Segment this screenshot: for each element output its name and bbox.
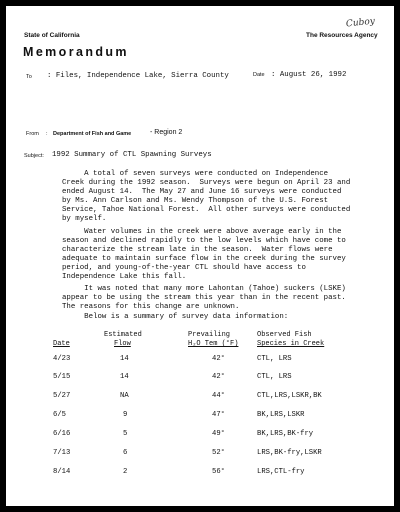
cell-temp: 47° [212, 411, 225, 419]
header-temp-top: Prevailing [188, 331, 231, 339]
cell-date: 7/13 [53, 449, 71, 457]
state-header: State of California [24, 32, 80, 39]
cell-species: CTL, LRS [257, 355, 292, 363]
to-value: : Files, Independence Lake, Sierra County [47, 72, 229, 80]
cell-temp: 49° [212, 430, 225, 438]
table-row [6, 392, 394, 401]
cell-species: CTL, LRS [257, 373, 292, 381]
header-temp: H₂O Tem (°F) [188, 340, 239, 348]
header-species: Species in Creek [257, 340, 325, 348]
paragraph-3: It was noted that many more Lahontan (Tahoe) suckers (LSKE) appear to be using the stream this year than in the recent past. The reasons for this change are unknown. [62, 285, 346, 311]
date-value: : August 26, 1992 [271, 71, 347, 79]
cell-temp: 42° [212, 355, 225, 363]
paragraph-2: Water volumes in the creek were above average early in the season and declined rapidly to the low levels which have come to characterize the stream late in the season. Water flows were adequate to maintain surface flow in the creek during the survey period, and young-of-the-year CTL should have access to Independence Lake this fall. [62, 228, 346, 281]
header-flow-top: Estimated [104, 331, 142, 339]
from-label: From [26, 131, 39, 137]
paragraph-1: A total of seven surveys were conducted on Independence Creek during the 1992 season. Surveys were begun on April 23 and ended August 14. The May 27 and June 16 surveys were conducted by Ms. Ann Carlson and Ms. Wendy Thompson of the U.S. Forest Service, Tahoe National Forest. All other surveys were conducted by myself. [62, 170, 351, 223]
table-row [6, 355, 394, 364]
cell-temp: 42° [212, 373, 225, 381]
cell-flow: 14 [120, 355, 129, 363]
table-row [6, 373, 394, 382]
cell-species: LRS,CTL-fry [257, 468, 305, 476]
table-row [6, 468, 394, 477]
from-sep: : [46, 131, 48, 137]
handwritten-initials: Cuboy [345, 16, 376, 30]
table-row [6, 449, 394, 458]
subject-label: Subject: [24, 153, 44, 159]
subject-value: 1992 Summary of CTL Spawning Surveys [52, 151, 212, 159]
cell-temp: 44° [212, 392, 225, 400]
date-label: Date [253, 72, 265, 78]
cell-species: BK,LRS,LSKR [257, 411, 305, 419]
cell-date: 4/23 [53, 355, 71, 363]
cell-date: 8/14 [53, 468, 71, 476]
cell-flow: 9 [123, 411, 128, 419]
memo-title: Memorandum [23, 45, 129, 59]
cell-species: BK,LRS,BK-fry [257, 430, 314, 438]
cell-temp: 52° [212, 449, 225, 457]
cell-date: 5/15 [53, 373, 71, 381]
cell-species: LRS,BK-fry,LSKR [257, 449, 322, 457]
cell-temp: 56° [212, 468, 225, 476]
table-row [6, 411, 394, 420]
cell-flow: 14 [120, 373, 129, 381]
from-region: - Region 2 [150, 129, 183, 136]
cell-species: CTL,LRS,LSKR,BK [257, 392, 322, 400]
cell-flow: 2 [123, 468, 128, 476]
agency-header: The Resources Agency [306, 32, 378, 39]
cell-flow: NA [120, 392, 129, 400]
memo-page [6, 6, 394, 506]
header-flow: Flow [114, 340, 131, 348]
paragraph-4: Below is a summary of survey data information: [62, 313, 289, 321]
from-department: Department of Fish and Game [53, 131, 132, 137]
cell-flow: 5 [123, 430, 128, 438]
table-row [6, 430, 394, 439]
cell-date: 6/5 [53, 411, 66, 419]
header-date: Date [53, 340, 70, 348]
to-label: To [26, 74, 32, 80]
header-species-top: Observed Fish [257, 331, 312, 339]
cell-date: 6/16 [53, 430, 71, 438]
cell-flow: 6 [123, 449, 128, 457]
cell-date: 5/27 [53, 392, 71, 400]
